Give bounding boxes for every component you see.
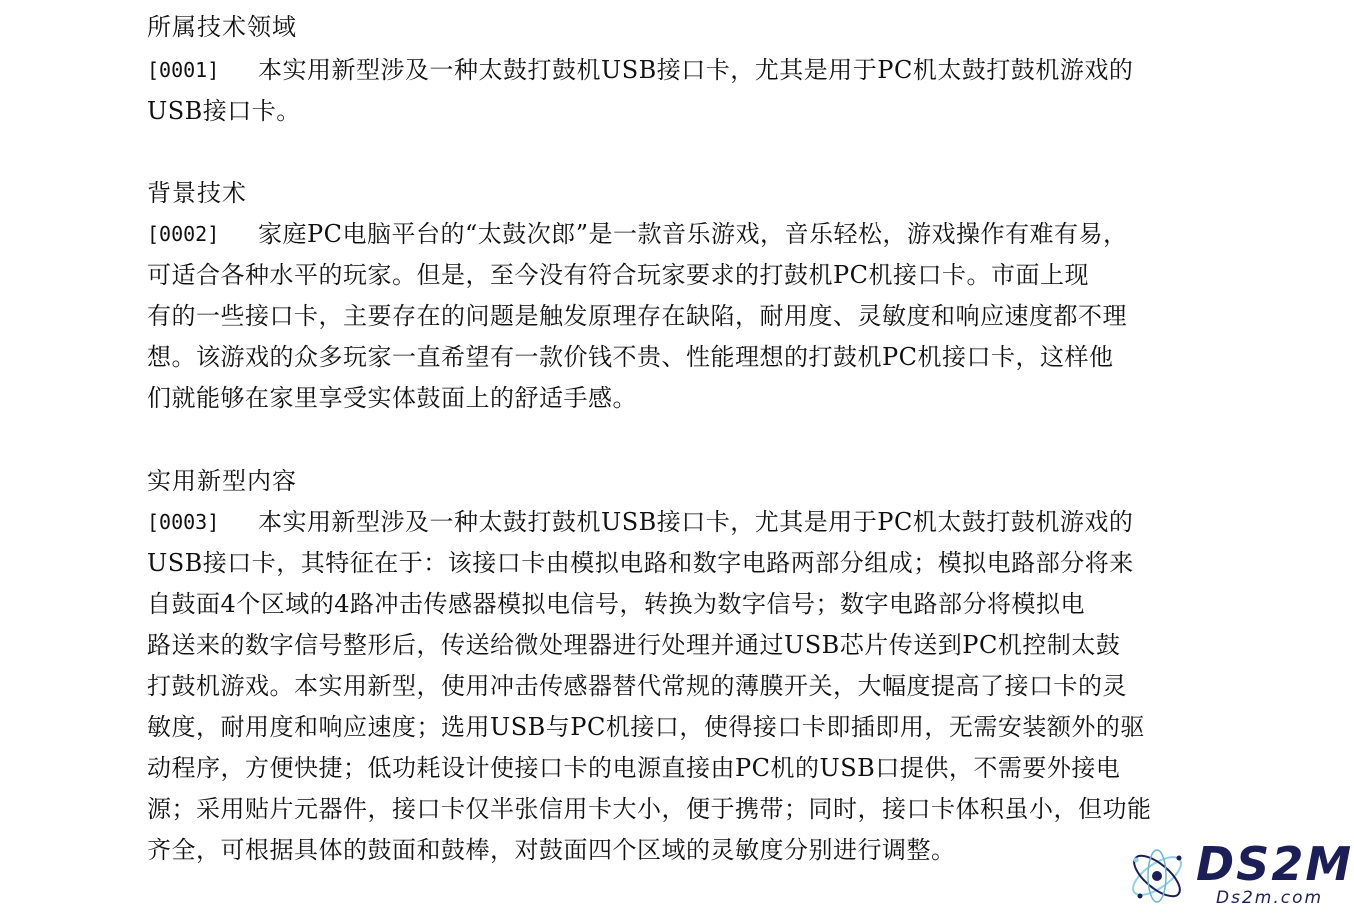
paragraph-line: 们就能够在家里享受实体鼓面上的舒适手感。: [147, 384, 637, 412]
paragraph-line: 本实用新型涉及一种太鼓打鼓机USB接口卡，尤其是用于PC机太鼓打鼓机游戏的: [258, 508, 1134, 536]
paragraph-number: [0002]: [147, 222, 220, 246]
paragraph-line: USB接口卡。: [147, 97, 301, 125]
paragraph-number: [0003]: [147, 510, 220, 534]
paragraph-line: 想。该游戏的众多玩家一直希望有一款价钱不贵、性能理想的打鼓机PC机接口卡，这样他: [147, 343, 1114, 371]
paragraph-line: 路送来的数字信号整形后，传送给微处理器进行处理并通过USB芯片传送到PC机控制太鼓: [147, 631, 1121, 659]
paragraph-line: 本实用新型涉及一种太鼓打鼓机USB接口卡，尤其是用于PC机太鼓打鼓机游戏的: [258, 56, 1134, 84]
watermark-logo: [1124, 837, 1354, 913]
paragraph-line: 有的一些接口卡，主要存在的问题是触发原理存在缺陷，耐用度、灵敏度和响应速度都不理: [147, 302, 1127, 330]
section-heading-utility-model-content: 实用新型内容: [147, 467, 297, 495]
watermark-title: DS2M: [1196, 837, 1354, 891]
paragraph-line: 家庭PC电脑平台的“太鼓次郎”是一款音乐游戏，音乐轻松，游戏操作有难有易，: [258, 220, 1128, 248]
watermark-subtitle: Ds2m.com: [1216, 888, 1324, 908]
section-heading-background: 背景技术: [147, 179, 247, 207]
paragraph-line: 自鼓面4个区域的4路冲击传感器模拟电信号，转换为数字信号；数字电路部分将模拟电: [147, 590, 1086, 618]
paragraph-line: 动程序，方便快捷；低功耗设计使接口卡的电源直接由PC机的USB口提供，不需要外接电: [147, 754, 1121, 782]
paragraph-number: [0001]: [147, 58, 220, 82]
paragraph-line: 齐全，可根据具体的鼓面和鼓棒，对鼓面四个区域的灵敏度分别进行调整。: [147, 836, 956, 864]
paragraph-line: USB接口卡，其特征在于：该接口卡由模拟电路和数字电路两部分组成；模拟电路部分将来: [147, 549, 1134, 577]
paragraph-line: 打鼓机游戏。本实用新型，使用冲击传感器替代常规的薄膜开关，大幅度提高了接口卡的灵: [147, 672, 1127, 700]
paragraph-line: 可适合各种水平的玩家。但是，至今没有符合玩家要求的打鼓机PC机接口卡。市面上现: [147, 261, 1090, 289]
atom-orbit-logo-icon: [1124, 838, 1194, 910]
paragraph-line: 敏度，耐用度和响应速度；选用USB与PC机接口，使得接口卡即插即用，无需安装额外的驱: [147, 713, 1145, 741]
section-heading-technical-field: 所属技术领域: [147, 13, 297, 41]
paragraph-line: 源；采用贴片元器件，接口卡仅半张信用卡大小，便于携带；同时，接口卡体积虽小，但功能: [147, 795, 1152, 823]
